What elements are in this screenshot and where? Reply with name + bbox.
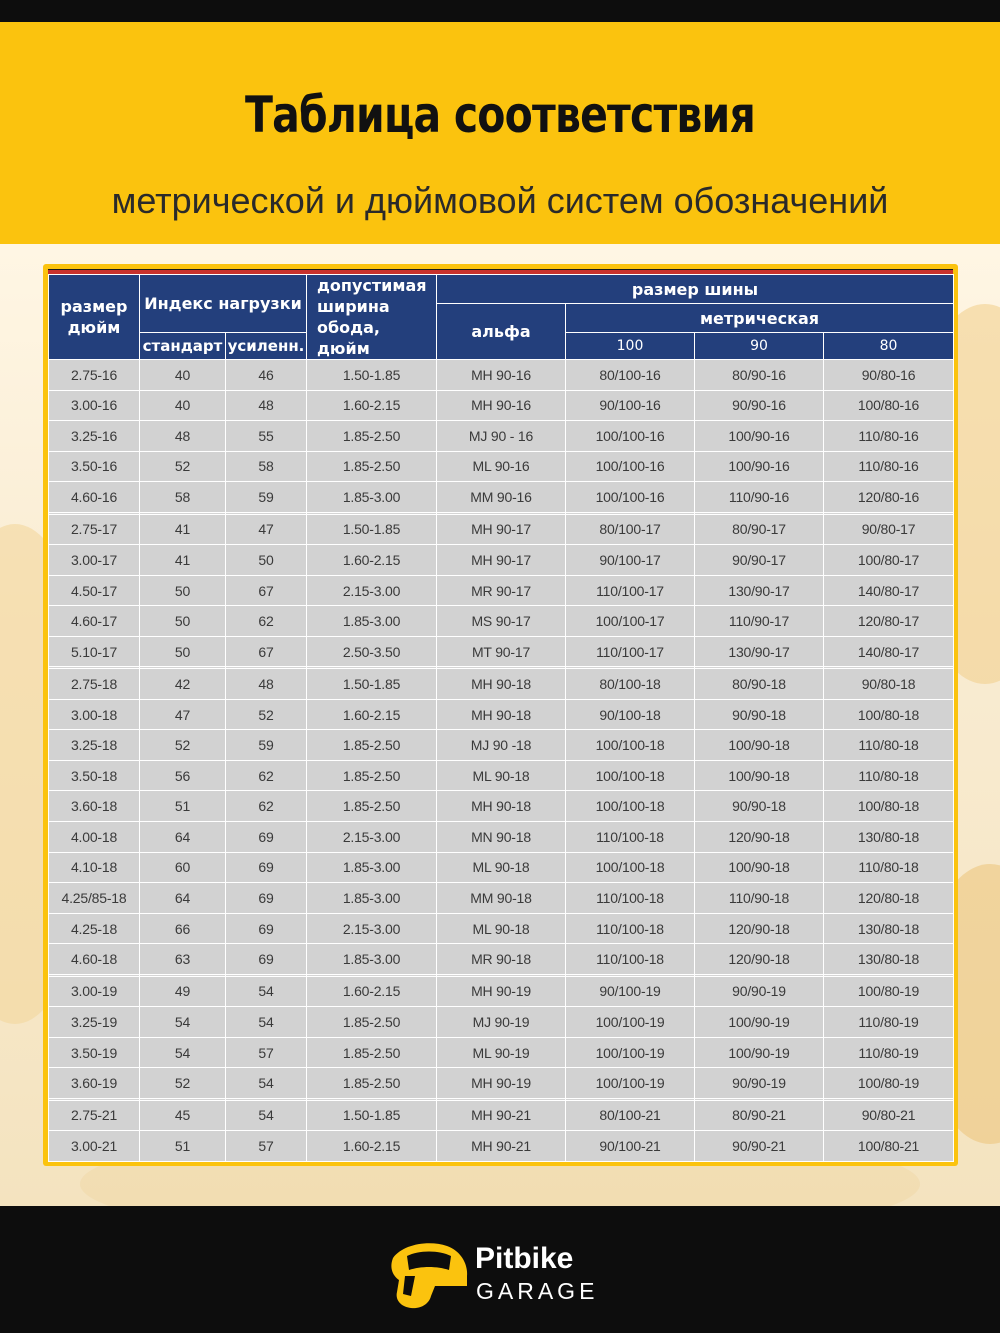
table-cell: 3.60-19: [49, 1068, 140, 1099]
table-cell: 100/100-18: [566, 852, 695, 883]
table-cell: 45: [140, 1100, 226, 1131]
table-row: [49, 390, 954, 421]
table-cell: 110/100-17: [566, 636, 695, 667]
table-cell: 54: [226, 1100, 307, 1131]
table-cell: 1.85-3.00: [307, 606, 437, 637]
table-cell: 62: [226, 791, 307, 822]
table-cell: 100/100-19: [566, 1037, 695, 1068]
table-cell: 5.10-17: [49, 636, 140, 667]
table-cell: 90/100-21: [566, 1131, 695, 1162]
table-cell: MH 90-18: [437, 791, 566, 822]
table-cell: 90/80-21: [824, 1100, 954, 1131]
table-cell: 50: [140, 575, 226, 606]
table-cell: 2.50-3.50: [307, 636, 437, 667]
table-cell: ML 90-18: [437, 913, 566, 944]
table-cell: 60: [140, 852, 226, 883]
table-cell: 1.85-2.50: [307, 760, 437, 791]
table-cell: 54: [226, 976, 307, 1007]
table-cell: 51: [140, 1131, 226, 1162]
table-cell: 110/90-18: [695, 883, 824, 914]
table-cell: 2.75-17: [49, 514, 140, 545]
table-cell: 100/80-21: [824, 1131, 954, 1162]
table-cell: 110/80-16: [824, 451, 954, 482]
table-cell: 110/100-18: [566, 913, 695, 944]
table-row: [49, 944, 954, 975]
table-cell: 120/90-18: [695, 913, 824, 944]
table-cell: 3.00-17: [49, 545, 140, 576]
table-cell: 80/90-17: [695, 514, 824, 545]
table-cell: 100/90-18: [695, 760, 824, 791]
logo-name: Pitbike: [475, 1242, 574, 1275]
table-cell: 1.50-1.85: [307, 514, 437, 545]
table-row: [49, 791, 954, 822]
table-cell: 64: [140, 822, 226, 853]
table-cell: 1.85-2.50: [307, 451, 437, 482]
table-cell: 110/80-18: [824, 852, 954, 883]
table-cell: MH 90-19: [437, 976, 566, 1007]
table-cell: 52: [140, 730, 226, 761]
table-cell: 50: [140, 606, 226, 637]
table-cell: 50: [226, 545, 307, 576]
table-cell: 1.60-2.15: [307, 1131, 437, 1162]
table-cell: 100/80-17: [824, 545, 954, 576]
table-cell: 110/80-18: [824, 730, 954, 761]
table-cell: 1.85-3.00: [307, 482, 437, 513]
table-cell: 3.25-16: [49, 421, 140, 452]
table-row: [49, 482, 954, 513]
table-cell: 66: [140, 913, 226, 944]
table-cell: 3.60-18: [49, 791, 140, 822]
table-cell: MJ 90 -18: [437, 730, 566, 761]
header-reinforced: усиленн.: [226, 333, 307, 360]
table-cell: 4.60-16: [49, 482, 140, 513]
table-cell: 48: [140, 421, 226, 452]
table-cell: 110/80-19: [824, 1037, 954, 1068]
table-row: [49, 699, 954, 730]
table-row: [49, 1037, 954, 1068]
table-row: [49, 730, 954, 761]
table-cell: 1.50-1.85: [307, 669, 437, 700]
table-cell: 90/100-16: [566, 390, 695, 421]
page-subtitle: метрической и дюймовой систем обозначений: [111, 180, 889, 221]
table-cell: 100/90-18: [695, 852, 824, 883]
header-rim-width: допустимая ширина обода, дюйм: [307, 275, 437, 360]
table-cell: 59: [226, 482, 307, 513]
table-cell: 69: [226, 913, 307, 944]
table-cell: 2.15-3.00: [307, 822, 437, 853]
table-row: [49, 1068, 954, 1099]
footer: [0, 1206, 1000, 1333]
table-cell: 100/80-18: [824, 699, 954, 730]
table-cell: 47: [140, 699, 226, 730]
table-row: [49, 1100, 954, 1131]
table-cell: ML 90-18: [437, 760, 566, 791]
table-cell: 130/90-17: [695, 636, 824, 667]
table-cell: 120/80-17: [824, 606, 954, 637]
table-cell: 2.75-16: [49, 360, 140, 391]
table-cell: 90/90-21: [695, 1131, 824, 1162]
table-cell: 54: [140, 1037, 226, 1068]
table-cell: 80/100-17: [566, 514, 695, 545]
header-banner: [0, 22, 1000, 244]
table-cell: 52: [140, 451, 226, 482]
header-tire-size: размер шины: [437, 275, 954, 304]
table-cell: 3.25-18: [49, 730, 140, 761]
table-cell: 100/100-16: [566, 451, 695, 482]
table-cell: 47: [226, 514, 307, 545]
table-cell: 50: [140, 636, 226, 667]
table-cell: 110/90-16: [695, 482, 824, 513]
table-cell: 110/100-18: [566, 883, 695, 914]
helmet-icon: [385, 1236, 469, 1311]
page-title: Таблица соответствия: [245, 86, 755, 144]
table-row: [49, 913, 954, 944]
table-cell: 49: [140, 976, 226, 1007]
table-cell: 40: [140, 390, 226, 421]
table-cell: 54: [226, 1068, 307, 1099]
table-cell: 57: [226, 1131, 307, 1162]
table-cell: 1.85-2.50: [307, 1007, 437, 1038]
table-cell: 59: [226, 730, 307, 761]
header-standard: стандарт: [140, 333, 226, 360]
table-cell: 110/80-19: [824, 1007, 954, 1038]
table-cell: 4.00-18: [49, 822, 140, 853]
table-cell: 3.00-18: [49, 699, 140, 730]
table-cell: 55: [226, 421, 307, 452]
table-cell: 1.60-2.15: [307, 390, 437, 421]
table-row: [49, 545, 954, 576]
table-cell: 100/90-19: [695, 1007, 824, 1038]
table-cell: 4.25/85-18: [49, 883, 140, 914]
table-cell: 52: [140, 1068, 226, 1099]
table-cell: 100/100-19: [566, 1007, 695, 1038]
table-cell: 130/90-17: [695, 575, 824, 606]
table-cell: 80/90-18: [695, 669, 824, 700]
table-cell: 80/100-18: [566, 669, 695, 700]
table-cell: 1.50-1.85: [307, 360, 437, 391]
table-cell: MH 90-21: [437, 1100, 566, 1131]
table-cell: 58: [226, 451, 307, 482]
table-row: [49, 1007, 954, 1038]
table-row: [49, 883, 954, 914]
table-cell: 69: [226, 852, 307, 883]
table-cell: 51: [140, 791, 226, 822]
table-cell: 64: [140, 883, 226, 914]
table-cell: 48: [226, 390, 307, 421]
table-cell: 54: [226, 1007, 307, 1038]
table-cell: 41: [140, 545, 226, 576]
table-cell: MH 90-16: [437, 390, 566, 421]
table-cell: 100/90-16: [695, 421, 824, 452]
table-row: [49, 1131, 954, 1162]
header-metric-100: 100: [566, 333, 695, 360]
table-cell: 4.50-17: [49, 575, 140, 606]
table-cell: 100/100-18: [566, 730, 695, 761]
table-cell: 1.60-2.15: [307, 976, 437, 1007]
table-cell: 110/100-18: [566, 822, 695, 853]
table-cell: 52: [226, 699, 307, 730]
table-body: [49, 360, 954, 1162]
table-cell: MM 90-18: [437, 883, 566, 914]
table-cell: 2.75-21: [49, 1100, 140, 1131]
table-cell: 110/90-17: [695, 606, 824, 637]
logo-subtitle: GARAGE: [476, 1278, 599, 1304]
table-cell: MH 90-19: [437, 1068, 566, 1099]
table-cell: 90/80-17: [824, 514, 954, 545]
table-row: [49, 822, 954, 853]
table-cell: 1.85-2.50: [307, 1037, 437, 1068]
table-cell: 4.60-17: [49, 606, 140, 637]
table-cell: 1.85-2.50: [307, 791, 437, 822]
table-cell: MR 90-17: [437, 575, 566, 606]
table-cell: 1.85-2.50: [307, 1068, 437, 1099]
table-cell: 110/80-18: [824, 760, 954, 791]
table-cell: 56: [140, 760, 226, 791]
table-cell: 140/80-17: [824, 575, 954, 606]
table-cell: 100/100-18: [566, 791, 695, 822]
table-cell: 1.85-2.50: [307, 730, 437, 761]
table-cell: 48: [226, 669, 307, 700]
table-cell: 80/100-16: [566, 360, 695, 391]
table-cell: 62: [226, 760, 307, 791]
table-cell: 90/100-17: [566, 545, 695, 576]
table-cell: 100/80-19: [824, 1068, 954, 1099]
table-cell: MR 90-18: [437, 944, 566, 975]
header-alpha: альфа: [437, 304, 566, 360]
table-row: [49, 760, 954, 791]
table-cell: 3.50-19: [49, 1037, 140, 1068]
table-cell: MH 90-16: [437, 360, 566, 391]
table-row: [49, 575, 954, 606]
table-cell: 3.25-19: [49, 1007, 140, 1038]
table-cell: 80/90-21: [695, 1100, 824, 1131]
table-row: [49, 852, 954, 883]
table-cell: 90/80-18: [824, 669, 954, 700]
table-cell: 54: [140, 1007, 226, 1038]
table-cell: 63: [140, 944, 226, 975]
table-cell: 80/90-16: [695, 360, 824, 391]
table-cell: 40: [140, 360, 226, 391]
table-cell: 130/80-18: [824, 913, 954, 944]
table-cell: 100/80-16: [824, 390, 954, 421]
table-cell: 1.60-2.15: [307, 699, 437, 730]
table-cell: ML 90-19: [437, 1037, 566, 1068]
table-cell: 1.50-1.85: [307, 1100, 437, 1131]
table-cell: MH 90-17: [437, 545, 566, 576]
header-metric-80: 80: [824, 333, 954, 360]
table-cell: 69: [226, 822, 307, 853]
table-cell: 120/80-18: [824, 883, 954, 914]
table-cell: 67: [226, 575, 307, 606]
table-cell: 110/80-16: [824, 421, 954, 452]
table-row: [49, 421, 954, 452]
table-cell: 100/100-19: [566, 1068, 695, 1099]
table-cell: 90/90-18: [695, 699, 824, 730]
table-cell: 41: [140, 514, 226, 545]
table-cell: 100/100-18: [566, 760, 695, 791]
table-cell: 4.25-18: [49, 913, 140, 944]
table-cell: 120/90-18: [695, 822, 824, 853]
table-row: [49, 606, 954, 637]
table-cell: 1.85-3.00: [307, 944, 437, 975]
table-cell: 3.00-21: [49, 1131, 140, 1162]
table-cell: 100/100-16: [566, 482, 695, 513]
table-cell: 2.75-18: [49, 669, 140, 700]
table-cell: 67: [226, 636, 307, 667]
table-cell: 90/90-19: [695, 976, 824, 1007]
table-row: [49, 976, 954, 1007]
table-cell: 80/100-21: [566, 1100, 695, 1131]
table-row: [49, 514, 954, 545]
table-cell: MH 90-18: [437, 669, 566, 700]
table-cell: 3.50-16: [49, 451, 140, 482]
table-cell: MN 90-18: [437, 822, 566, 853]
table-cell: 1.60-2.15: [307, 545, 437, 576]
table-cell: 100/100-16: [566, 421, 695, 452]
table-header: [49, 275, 954, 360]
table-cell: 1.85-2.50: [307, 421, 437, 452]
table-cell: 42: [140, 669, 226, 700]
header-load-index: Индекс нагрузки: [140, 275, 307, 333]
table-cell: 62: [226, 606, 307, 637]
table-cell: MH 90-17: [437, 514, 566, 545]
header-size-inch: размер дюйм: [49, 275, 140, 360]
table-cell: MH 90-18: [437, 699, 566, 730]
table-cell: 100/90-18: [695, 730, 824, 761]
table-cell: 130/80-18: [824, 944, 954, 975]
table-cell: 90/100-18: [566, 699, 695, 730]
table-cell: 100/80-18: [824, 791, 954, 822]
table-cell: ML 90-18: [437, 852, 566, 883]
table-cell: 110/100-18: [566, 944, 695, 975]
table-cell: 120/80-16: [824, 482, 954, 513]
table-cell: 69: [226, 883, 307, 914]
table-cell: 4.10-18: [49, 852, 140, 883]
table-cell: 90/90-18: [695, 791, 824, 822]
table-cell: 2.15-3.00: [307, 575, 437, 606]
table-row: [49, 360, 954, 391]
table-cell: 46: [226, 360, 307, 391]
table-cell: 100/90-19: [695, 1037, 824, 1068]
table-cell: MM 90-16: [437, 482, 566, 513]
table-cell: 90/100-19: [566, 976, 695, 1007]
table-cell: 58: [140, 482, 226, 513]
table-cell: 130/80-18: [824, 822, 954, 853]
table-cell: MH 90-21: [437, 1131, 566, 1162]
table-cell: 4.60-18: [49, 944, 140, 975]
table-cell: 90/90-16: [695, 390, 824, 421]
table-cell: 140/80-17: [824, 636, 954, 667]
table-cell: ML 90-16: [437, 451, 566, 482]
tire-size-table: [48, 274, 954, 1162]
table-row: [49, 669, 954, 700]
table-cell: 2.15-3.00: [307, 913, 437, 944]
table-cell: 120/90-18: [695, 944, 824, 975]
table-cell: MJ 90 - 16: [437, 421, 566, 452]
table-cell: 110/100-17: [566, 575, 695, 606]
header-metric: метрическая: [566, 304, 954, 333]
table-cell: 90/80-16: [824, 360, 954, 391]
table-cell: 90/90-17: [695, 545, 824, 576]
table-row: [49, 451, 954, 482]
table-cell: 100/80-19: [824, 976, 954, 1007]
table-cell: 100/90-16: [695, 451, 824, 482]
table-cell: 3.50-18: [49, 760, 140, 791]
table-cell: 69: [226, 944, 307, 975]
top-bar: [0, 0, 1000, 22]
table-cell: 90/90-19: [695, 1068, 824, 1099]
table-row: [49, 636, 954, 667]
table-cell: 3.00-19: [49, 976, 140, 1007]
table-cell: 1.85-3.00: [307, 852, 437, 883]
table-cell: 57: [226, 1037, 307, 1068]
table-cell: MJ 90-19: [437, 1007, 566, 1038]
table-cell: 100/100-17: [566, 606, 695, 637]
table-cell: MS 90-17: [437, 606, 566, 637]
table-cell: 1.85-3.00: [307, 883, 437, 914]
header-metric-90: 90: [695, 333, 824, 360]
table-cell: 3.00-16: [49, 390, 140, 421]
table-cell: MT 90-17: [437, 636, 566, 667]
